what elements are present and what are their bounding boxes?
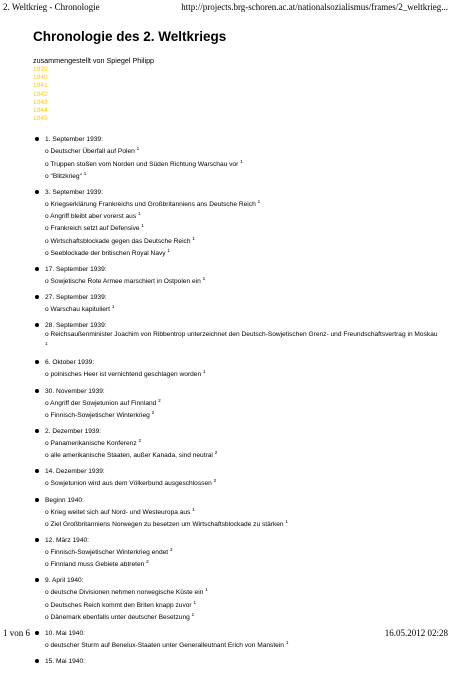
event-detail-text: o Angriff der Sowjetunion auf Finnland — [45, 399, 159, 407]
event-detail — [45, 408, 438, 420]
event-detail-text: o Truppen stoßen vom Norden und Süden Richtung Warschau vor — [45, 160, 241, 168]
bullet-icon — [35, 360, 39, 364]
footnote-ref[interactable]: 1 — [83, 170, 87, 176]
list-item — [33, 536, 438, 569]
event-detail — [45, 144, 438, 156]
event-detail — [45, 330, 438, 351]
list-item — [33, 427, 438, 460]
event-date: 28. September 1939: — [45, 322, 107, 330]
year-link-1943[interactable]: 1943 — [33, 98, 48, 106]
event-date: 9. April 1940: — [45, 577, 84, 585]
event-list — [33, 135, 438, 666]
event-detail-text: o Finnisch-Sowjetischer Winterkrieg — [45, 412, 152, 420]
event-date: 12. März 1940: — [45, 536, 89, 544]
event-detail-text: o Finnisch-Sowjetischer Winterkrieg endet — [45, 549, 170, 557]
year-link-1940[interactable]: 1940 — [33, 74, 48, 82]
bullet-icon — [35, 389, 39, 393]
footnote-ref[interactable]: 1 — [141, 223, 144, 229]
event-date: 17. September 1939: — [45, 265, 107, 273]
footnote-ref[interactable]: 1 — [167, 247, 170, 253]
event-detail-text: o Ziel Großbritanniens Norwegen zu besetzen um Wirtschaftsblockade zu stärken — [45, 520, 286, 528]
event-detail — [45, 610, 438, 622]
event-detail — [45, 367, 438, 379]
list-item — [33, 467, 438, 488]
footnote-ref[interactable]: 1 — [136, 146, 140, 152]
year-link-1941[interactable]: 1941 — [33, 82, 48, 90]
event-date: 15. Mai 1940: — [45, 658, 85, 666]
year-link-1939[interactable]: 1939 — [33, 66, 48, 73]
bullet-icon — [35, 469, 39, 473]
event-date: Beginn 1940: — [45, 496, 84, 504]
event-detail — [45, 557, 438, 569]
print-footer — [3, 624, 448, 638]
event-detail — [45, 197, 438, 209]
event-detail — [45, 234, 438, 246]
event-detail-text: o Panamerikanische Konferenz — [45, 440, 139, 448]
print-header-url: http://projects.brg-schoren.ac.at/nationalsozialismus/frames/2_weltkrieg... — [181, 2, 448, 12]
print-footer-page: 1 von 6 — [3, 628, 30, 638]
event-detail-text: o Sowjetische Rote Armee marschiert in Ostpolen ein — [45, 278, 203, 286]
bullet-icon — [35, 295, 39, 299]
event-detail — [45, 274, 438, 286]
event-detail-text: o Dänemark ebenfalls unter deutscher Besetzung — [45, 613, 192, 621]
footnote-ref[interactable]: 1 — [205, 587, 208, 593]
footnote-ref[interactable]: 1 — [137, 211, 141, 217]
event-date: 3. September 1939: — [45, 188, 103, 196]
footnote-ref[interactable]: 1 — [202, 369, 206, 375]
footnote-ref[interactable]: 2 — [213, 478, 217, 484]
footnote-ref[interactable]: 1 — [193, 599, 196, 605]
bullet-icon — [35, 137, 39, 141]
footnote-ref[interactable]: 2 — [158, 397, 161, 403]
year-link-1945[interactable]: 1945 — [33, 115, 48, 123]
event-detail — [45, 505, 438, 517]
footnote-ref[interactable]: 2 — [146, 559, 149, 565]
year-link-1944[interactable]: 1944 — [33, 107, 48, 115]
footnote-ref[interactable]: 1 — [192, 235, 195, 241]
bullet-icon — [35, 267, 39, 271]
event-detail-text: o Reichsaußenminister Joachim von Ribbentrop unterzeichnet den Deutsch-Sowjetischen Grenz- und Freundschaftsvertrag in Moskau — [45, 331, 438, 339]
event-detail-text: o polnisches Heer ist vernichtend geschlagen worden — [45, 371, 203, 379]
year-links-nav — [33, 66, 438, 123]
footnote-ref[interactable]: 1 — [202, 275, 206, 281]
list-item — [33, 657, 438, 666]
print-header — [3, 2, 448, 16]
event-detail — [45, 476, 438, 488]
event-date: 14. Dezember 1939: — [45, 468, 105, 476]
event-detail-text: o Finnland muss Gebiete abtreten — [45, 561, 147, 569]
event-detail-text: o Deutsches Reich kommt den Briten knapp zuvor — [45, 601, 194, 609]
footnote-ref[interactable]: 1 — [192, 506, 195, 512]
event-detail-text: o Wirtschaftsblockade gegen das Deutsche Reich — [45, 237, 193, 245]
event-detail — [45, 545, 438, 557]
event-detail — [45, 517, 438, 529]
event-detail-text: o deutsche Divisionen nehmen norwegische Küste ein — [45, 589, 206, 597]
footnote-ref[interactable]: 2 — [169, 546, 173, 552]
list-item — [33, 358, 438, 379]
event-detail — [45, 598, 438, 610]
list-item — [33, 576, 438, 622]
page-title: Chronologie des 2. Weltkriegs — [33, 29, 227, 44]
event-detail-text: o deutscher Sturm auf Benelux-Staaten unter Generalleutnant Erich von Manstein — [45, 642, 286, 650]
event-detail-text: o Kriegserklärung Frankreichs und Großbritanniens ans Deutsche Reich — [45, 201, 258, 209]
event-detail — [45, 585, 438, 597]
event-detail-text: o Sowjetunion wird aus dem Völkerbund ausgeschlossen — [45, 480, 214, 488]
event-detail-text: o "Blitzkrieg" — [45, 172, 84, 180]
bullet-icon — [35, 538, 39, 542]
event-date: 27. September 1939: — [45, 294, 107, 302]
event-date: 1. September 1939: — [45, 136, 103, 144]
event-detail-text: o Angriff bleibt aber vorerst aus — [45, 213, 138, 221]
list-item — [33, 496, 438, 529]
footnote-ref[interactable]: 2 — [151, 409, 155, 415]
bullet-icon — [35, 498, 39, 502]
footnote-ref[interactable]: 1 — [45, 341, 48, 347]
footnote-ref[interactable]: 1 — [111, 304, 115, 310]
print-header-title: 2. Weltkrieg - Chronologie — [3, 2, 100, 12]
event-date: 2. Dezember 1939: — [45, 428, 102, 436]
event-date: 10. Mai 1940: — [45, 629, 85, 637]
event-detail — [45, 169, 438, 181]
bullet-icon — [35, 429, 39, 433]
event-detail — [45, 221, 438, 233]
event-detail — [45, 157, 438, 169]
event-detail-text: o alle amerikanische Staaten, außer Kanada, sind neutral — [45, 452, 215, 460]
bullet-icon — [35, 659, 39, 663]
event-detail — [45, 209, 438, 221]
event-date: 6. Oktober 1939: — [45, 359, 95, 367]
list-item — [33, 293, 438, 314]
footnote-ref[interactable]: 1 — [285, 518, 288, 524]
footnote-ref[interactable]: 1 — [240, 158, 243, 164]
event-detail — [45, 302, 438, 314]
event-date: 30. November 1939: — [45, 387, 105, 395]
footnote-ref[interactable]: 2 — [214, 450, 218, 456]
year-link-1942[interactable]: 1942 — [33, 90, 48, 98]
event-detail — [45, 396, 438, 408]
event-detail — [45, 246, 438, 258]
event-detail-text: o Seeblockade der britischen Royal Navy — [45, 249, 168, 257]
list-item — [33, 387, 438, 420]
bullet-icon — [35, 190, 39, 194]
event-detail-text: o Krieg weitet sich auf Nord- und Westeuropa aus — [45, 508, 193, 516]
list-item — [33, 321, 438, 351]
bullet-icon — [35, 578, 39, 582]
bullet-icon — [35, 323, 39, 327]
event-detail-text: o Warschau kapituliert — [45, 306, 112, 314]
event-detail — [45, 448, 438, 460]
footnote-ref[interactable]: 1 — [257, 198, 261, 204]
document-body — [33, 28, 438, 673]
list-item — [33, 265, 438, 286]
list-item — [33, 135, 438, 181]
print-footer-timestamp: 16.05.2012 02:28 — [384, 628, 448, 638]
list-item — [33, 188, 438, 258]
event-detail — [45, 436, 438, 448]
footnote-ref[interactable]: 1 — [285, 639, 289, 645]
event-detail-text: o Frankreich setzt auf Defensive — [45, 225, 142, 233]
page-subtitle: zusammengestellt von Spiegel Philipp — [33, 56, 155, 65]
event-detail-text: o Deutscher Überfall auf Polen — [45, 148, 137, 156]
footnote-ref[interactable]: 1 — [191, 611, 195, 617]
footnote-ref[interactable]: 2 — [138, 438, 142, 444]
